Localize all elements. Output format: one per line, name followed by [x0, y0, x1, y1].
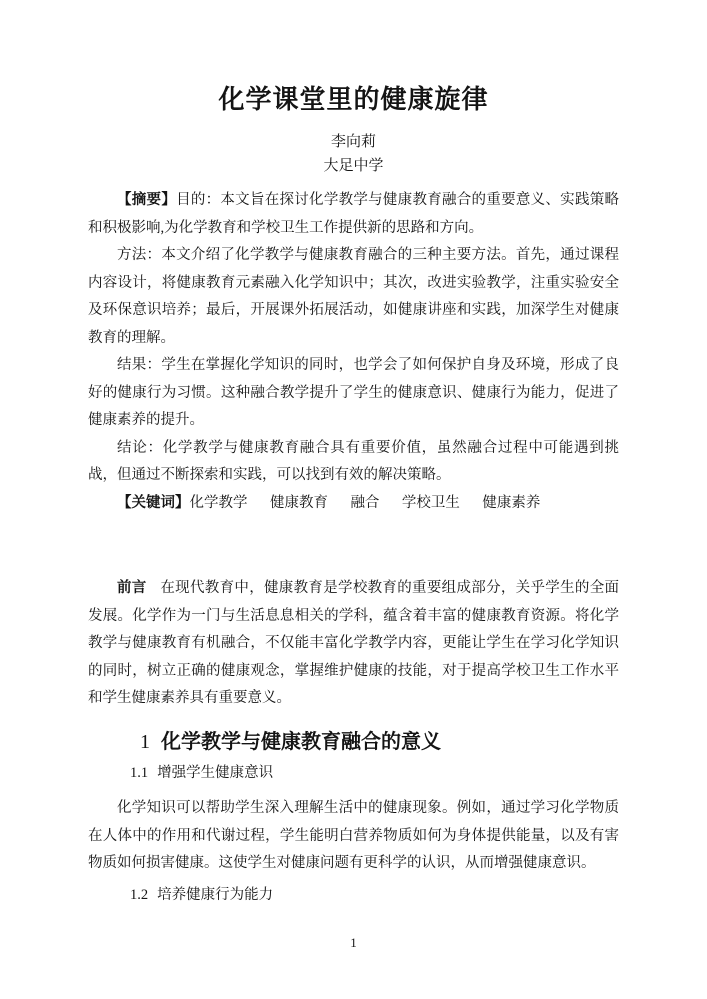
document-title: 化学课堂里的健康旋律	[218, 85, 489, 114]
section-1-heading	[88, 728, 619, 756]
abstract-label: 【摘要】	[117, 192, 177, 208]
subsection-1-1-heading	[88, 760, 619, 788]
abstract-objective-paragraph	[88, 187, 619, 242]
subsection-1-2-heading	[88, 882, 619, 910]
preface-label: 前言	[117, 580, 147, 596]
page-number: 1	[350, 935, 357, 950]
subsection-1-2-title: 培养健康行为能力	[157, 886, 274, 903]
abstract-results-paragraph: 结果：学生在掌握化学知识的同时，也学会了如何保护自身及环境，形成了良好的健康行为习惯。这种融合教学提升了学生的健康意识、健康行为能力，促进了健康素养的提升。	[88, 357, 619, 428]
keyword-item: 化学教学	[189, 494, 248, 511]
preface-text: 在现代教育中，健康教育是学校教育的重要组成部分，关乎学生的全面发展。化学作为一门与生活息息相关的学科，蕴含着丰富的健康教育资源。将化学教学与健康教育有机融合，不仅能丰富化学教学内容，更能让学生在学习化学知识的同时，树立正确的健康观念，掌握维护健康的技能，对于提高学校卫生工作水平和学生健康素养具有重要意义。	[88, 580, 619, 706]
subsection-1-1-title: 增强学生健康意识	[157, 764, 274, 781]
preface-paragraph	[88, 575, 619, 713]
keyword-item: 健康素养	[482, 494, 541, 511]
keyword-item: 融合	[350, 494, 380, 511]
subsection-1-2-number: 1.2	[130, 886, 149, 903]
subsection-1-1-body: 化学知识可以帮助学生深入理解生活中的健康现象。例如，通过学习化学物质在人体中的作用和代谢过程，学生能明白营养物质如何为身体提供能量，以及有害物质如何损害健康。这使学生对健康问题有更科学的认识，从而增强健康意识。	[88, 800, 619, 871]
keyword-item: 健康教育	[269, 494, 328, 511]
keywords-line	[88, 490, 619, 518]
abstract-objective-text: 目的：本文旨在探讨化学教学与健康教育融合的重要意义、实践策略和积极影响,为化学教育和学校卫生工作提供新的思路和方向。	[88, 192, 620, 236]
section-1-number: 1	[140, 730, 150, 753]
affiliation: 大足中学	[323, 158, 384, 174]
abstract-conclusion-paragraph: 结论：化学教学与健康教育融合具有重要价值，虽然融合过程中可能遇到挑战，但通过不断探索和实践，可以找到有效的解决策略。	[88, 439, 619, 483]
abstract-methods-paragraph: 方法：本文介绍了化学教学与健康教育融合的三种主要方法。首先，通过课程内容设计，将健康教育元素融入化学知识中；其次，改进实验教学，注重实验安全及环保意识培养；最后，开展课外拓展活动，如健康讲座和实践，加深学生对健康教育的理解。	[88, 247, 619, 346]
keywords-label: 【关键词】	[117, 494, 190, 511]
subsection-1-1-number: 1.1	[130, 764, 149, 781]
keyword-item: 学校卫生	[401, 494, 460, 511]
author-name: 李向莉	[330, 134, 376, 150]
section-1-title: 化学教学与健康教育融合的意义	[161, 730, 441, 753]
